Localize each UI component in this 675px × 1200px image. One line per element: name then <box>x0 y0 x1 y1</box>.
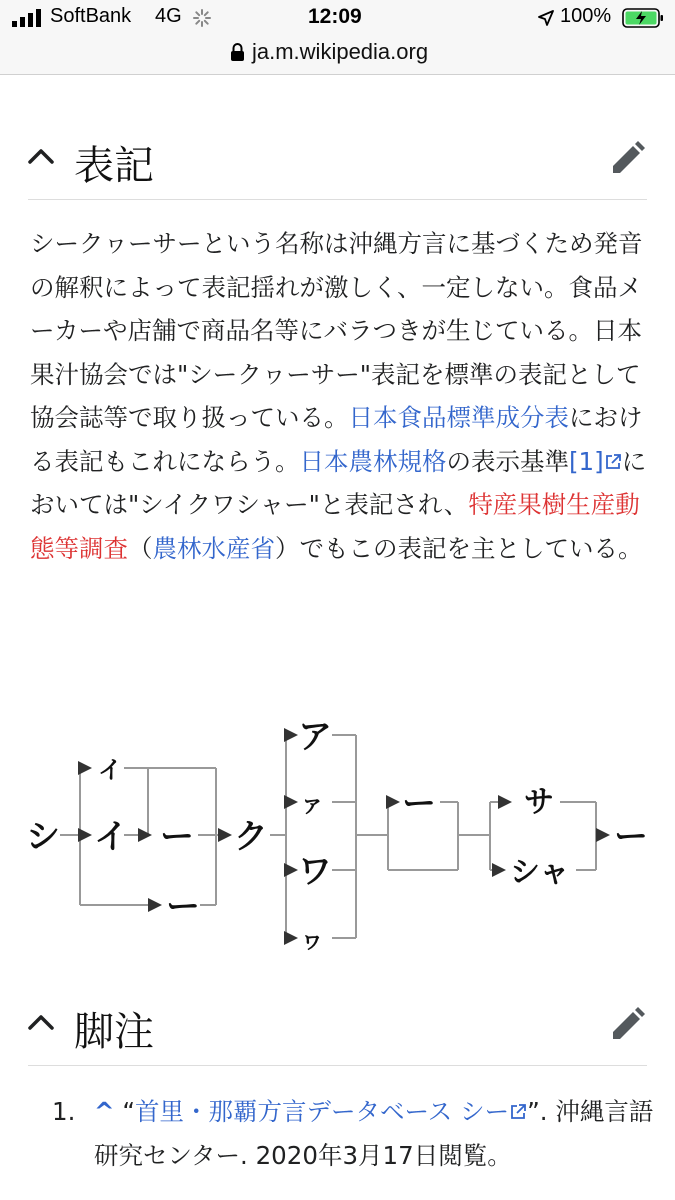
section-header-notes[interactable] <box>28 990 647 1066</box>
paragraph-text: における表記もこれにならう。 <box>30 403 643 476</box>
paragraph-text: ）でもこの表記を主としている。 <box>275 533 643 563</box>
diagram-char: ア <box>298 717 332 757</box>
signal-icon <box>12 9 42 27</box>
notation-paragraph <box>30 222 648 570</box>
section-title: 脚注 <box>74 1009 154 1055</box>
diagram-char: ー <box>166 887 200 927</box>
location-arrow-icon <box>538 10 554 26</box>
paragraph-text: シークヮーサーという名称は沖縄方言に基づくため発音の解釈によって表記揺れが激しく、一定しない。食品メーカーや店舗で商品名等にバラつきが生じている。日本果汁協会では"シークヮーサー"表記を標準の表記として協会誌等で取り扱っている。 <box>30 229 643 432</box>
diagram-char: ワ <box>298 852 332 892</box>
diagram-char: ァ <box>300 790 324 818</box>
paragraph-text: （ <box>128 533 153 563</box>
paragraph-text: の表示基準 <box>446 446 569 476</box>
paragraph-text: においては"シイクワシャー"と表記され、 <box>30 446 647 519</box>
notation-diagram <box>20 710 660 960</box>
chevron-up-icon[interactable] <box>28 147 54 165</box>
quote-mark: ”. <box>527 1097 548 1126</box>
carrier-label: SoftBank <box>50 5 132 27</box>
diagram-char: シャ <box>510 855 570 890</box>
diagram-char: サ <box>524 785 554 820</box>
diagram-char: ヮ <box>300 926 324 954</box>
diagram-char: シ <box>26 817 60 857</box>
network-label: 4G <box>155 5 182 27</box>
quote-mark: “ <box>122 1097 136 1126</box>
url-text: ja.m.wikipedia.org <box>252 39 429 64</box>
pencil-icon[interactable] <box>611 141 645 175</box>
pencil-icon[interactable] <box>611 1007 645 1041</box>
chevron-up-icon[interactable] <box>28 1013 54 1031</box>
url-bar[interactable] <box>0 36 675 75</box>
section-title: 表記 <box>74 143 154 189</box>
reference-text: 沖縄言語研究センター. 2020年3月17日閲覧。 <box>94 1097 654 1170</box>
backlink-caret[interactable]: ^ <box>94 1097 115 1126</box>
diagram-char: イ <box>98 756 122 784</box>
reference-link-text: 首里・那覇方言データベース シー <box>135 1097 510 1126</box>
link-jas[interactable]: 日本農林規格 <box>299 446 447 476</box>
diagram-char: ー <box>402 784 436 824</box>
diagram-char: ク <box>234 817 268 857</box>
reference-external-link[interactable] <box>135 1097 527 1126</box>
diagram-char: イ <box>94 817 128 857</box>
redlink-survey[interactable]: 特産果樹生産動態等調査 <box>30 490 640 563</box>
loading-spinner-icon <box>193 9 211 27</box>
battery-charging-icon <box>622 8 664 28</box>
status-bar <box>0 0 675 36</box>
battery-percent: 100% <box>560 5 612 27</box>
reference-link[interactable] <box>569 447 622 476</box>
link-maff[interactable]: 農林水産省 <box>152 533 275 563</box>
clock: 12:09 <box>308 5 362 28</box>
diagram-char: ー <box>160 817 194 857</box>
external-link-icon <box>604 453 622 471</box>
diagram-char: ー <box>614 817 648 857</box>
reference-content <box>94 1090 654 1178</box>
external-link-icon <box>509 1103 527 1121</box>
link-food-composition-table[interactable]: 日本食品標準成分表 <box>348 403 569 432</box>
reference-number: [1] <box>569 446 604 476</box>
section-header-notation[interactable] <box>28 124 647 200</box>
reference-number: 1. <box>52 1097 76 1126</box>
lock-icon <box>230 42 245 62</box>
